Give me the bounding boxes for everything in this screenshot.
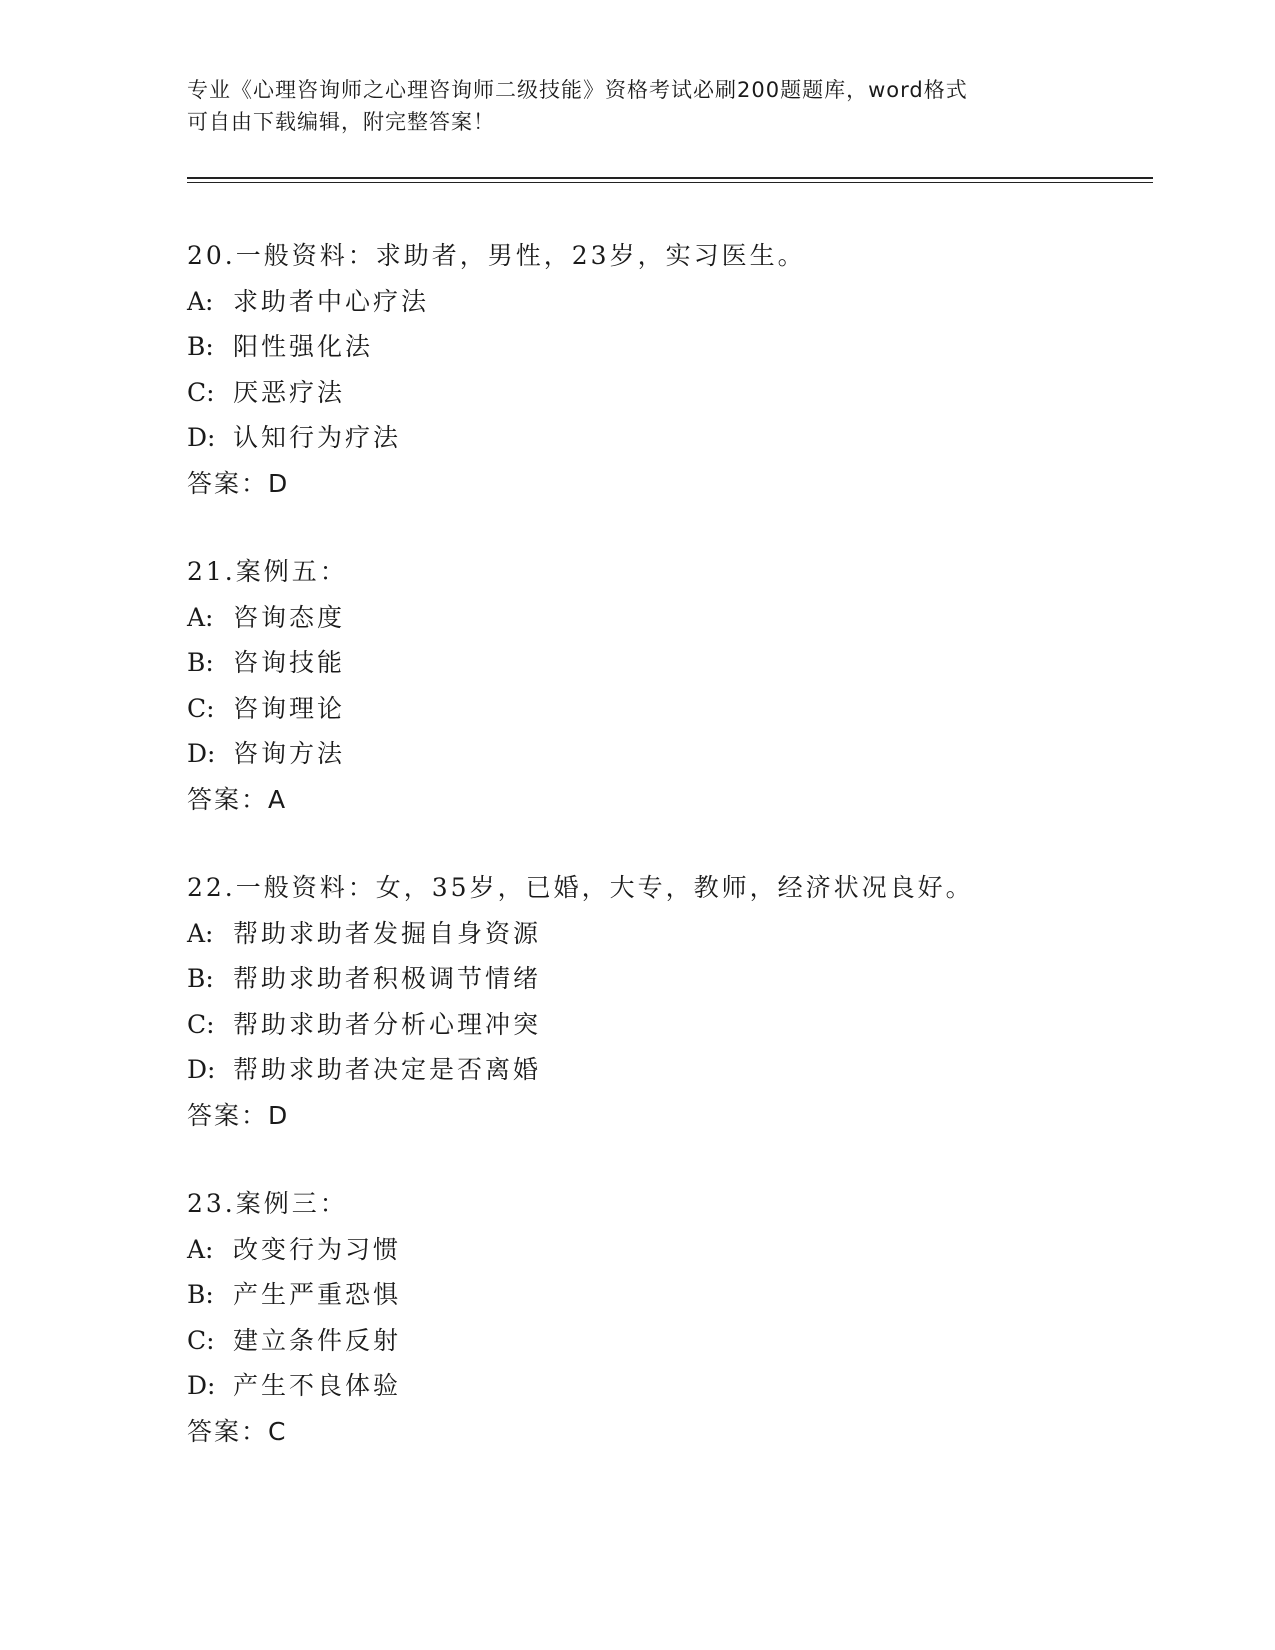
option-text: 帮助求助者发掘自身资源 — [233, 918, 542, 948]
question-22 — [187, 865, 1147, 1139]
question-stem: 22.一般资料：女，35岁，已婚，大专，教师，经济状况良好。 — [187, 873, 974, 902]
option-text: 认知行为疗法 — [233, 423, 402, 453]
option-b — [187, 324, 1147, 370]
option-c — [187, 1318, 1147, 1364]
option-d — [187, 731, 1147, 777]
option-text: 改变行为习惯 — [233, 1234, 402, 1264]
question-stem: 23.案例三： — [187, 1189, 348, 1218]
header-line-2: 可自由下载编辑，附完整答案！ — [187, 110, 495, 134]
option-text: 产生严重恐惧 — [233, 1280, 402, 1310]
option-letter: C: — [187, 377, 215, 407]
option-b — [187, 640, 1147, 686]
option-text: 咨询技能 — [233, 648, 346, 678]
header-divider-thick — [187, 177, 1153, 179]
option-letter: A: — [187, 602, 214, 632]
option-letter: B: — [187, 964, 214, 994]
answer-line: 答案：A — [187, 784, 288, 814]
option-letter: A: — [187, 286, 214, 316]
header-divider-thin — [187, 182, 1153, 183]
option-a — [187, 1227, 1147, 1273]
option-d — [187, 1047, 1147, 1093]
question-21 — [187, 549, 1147, 823]
option-text: 阳性强化法 — [233, 332, 374, 362]
option-text: 产生不良体验 — [233, 1371, 402, 1401]
option-letter: B: — [187, 1280, 214, 1310]
option-text: 帮助求助者积极调节情绪 — [233, 964, 542, 994]
answer-line: 答案：C — [187, 1416, 288, 1446]
option-letter: A: — [187, 1234, 214, 1264]
option-text: 咨询方法 — [233, 739, 346, 769]
option-letter: D: — [187, 1055, 216, 1085]
option-b — [187, 956, 1147, 1002]
option-c — [187, 1002, 1147, 1048]
option-letter: B: — [187, 648, 214, 678]
option-text: 帮助求助者分析心理冲突 — [233, 1009, 542, 1039]
answer-line: 答案：D — [187, 468, 290, 498]
option-a — [187, 911, 1147, 957]
option-letter: C: — [187, 693, 215, 723]
option-letter: D: — [187, 739, 216, 769]
option-a — [187, 279, 1147, 325]
option-text: 厌恶疗法 — [233, 377, 346, 407]
option-d — [187, 1363, 1147, 1409]
option-c — [187, 686, 1147, 732]
option-text: 建立条件反射 — [233, 1325, 402, 1355]
option-letter: D: — [187, 423, 216, 453]
option-a — [187, 595, 1147, 641]
option-text: 咨询理论 — [233, 693, 346, 723]
question-stem: 21.案例五： — [187, 557, 348, 586]
question-20 — [187, 233, 1147, 507]
document-header — [187, 74, 1087, 138]
question-stem: 20.一般资料：求助者，男性，23岁，实习医生。 — [187, 241, 806, 270]
option-letter: C: — [187, 1325, 215, 1355]
answer-line: 答案：D — [187, 1100, 290, 1130]
question-23 — [187, 1181, 1147, 1455]
header-line-1: 专业《心理咨询师之心理咨询师二级技能》资格考试必刷200题题库，word格式 — [187, 78, 968, 102]
option-letter: C: — [187, 1009, 215, 1039]
option-b — [187, 1272, 1147, 1318]
option-letter: B: — [187, 332, 214, 362]
option-text: 咨询态度 — [233, 602, 346, 632]
option-c — [187, 370, 1147, 416]
option-letter: A: — [187, 918, 214, 948]
option-text: 求助者中心疗法 — [233, 286, 430, 316]
option-letter: D: — [187, 1371, 216, 1401]
option-d — [187, 415, 1147, 461]
option-text: 帮助求助者决定是否离婚 — [233, 1055, 542, 1085]
